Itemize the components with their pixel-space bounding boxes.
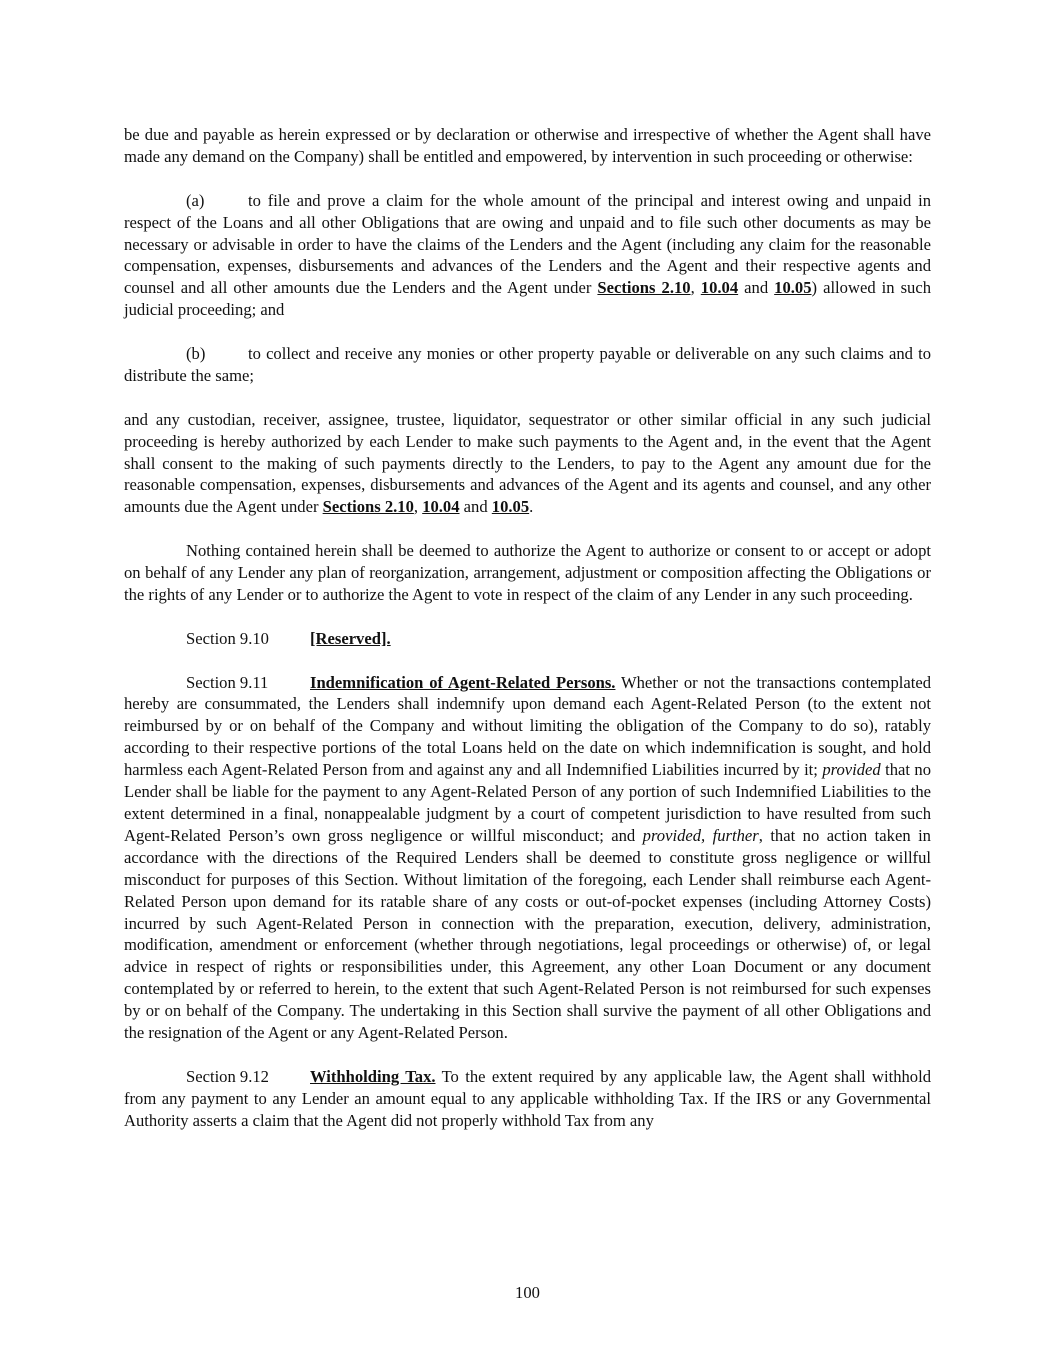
section-ref: 10.05	[774, 278, 812, 298]
separator-text: ,	[690, 278, 701, 298]
section-ref: 10.04	[700, 278, 739, 298]
clause-a-label: (a)	[186, 190, 205, 210]
section-heading: [Reserved].	[310, 628, 391, 648]
paragraph-text: and any custodian, receiver, assignee, trustee, liquidator, sequestrator or other similar official in any such judicial proceeding is hereby authorized by each Lender to make such payments to the Agent and, in the event that the Agent shall consent to the making of such payments directly to the Lenders, to pay to the Agent any amount due for the reasonable compensation, expenses, disbursements and advances of the Agent and its agents and counsel, and any other amounts due the Agent under	[124, 409, 931, 517]
separator-text: .	[529, 497, 534, 517]
separator-text: and	[738, 278, 775, 298]
clause-a-text: to file and prove a claim for the whole amount of the principal and interest owing and unpaid in respect of the Loans and all other Obligations that are owing and unpaid and to file such other documents as may be necessary or advisable in order to have the claims of the Lenders and the Agent (including any claim for the reasonable compensation, expenses, disbursements and advances of the Lenders and the Agent and their respective agents and counsel and all other amounts due the Lenders and the Agent under	[124, 190, 931, 298]
paragraph-custodian	[124, 409, 931, 519]
section-ref: Sections 2.10	[597, 278, 691, 298]
separator-text: and	[459, 497, 492, 517]
clause-a	[124, 190, 931, 321]
italic-term: provided, further	[642, 825, 759, 845]
section-9-10	[124, 628, 931, 650]
clause-b-text: to collect and receive any monies or other property payable or deliverable on any such claims and to distribute the same;	[124, 344, 931, 385]
section-heading: Indemnification of Agent-Related Persons.	[310, 672, 616, 692]
section-9-11	[124, 672, 931, 1044]
section-text: Whether or not the transactions contemplated hereby are consummated, the Lenders shall indemnify upon demand each Agent-Related Person (to the extent not reimbursed by or on behalf of the Company and without limiting the obligation of the Company to do so), ratably according to their respective portions of the total Loans held on the date on which indemnification is sought, and hold harmless each Agent-Related Person from and against any and all Indemnified Liabilities incurred by it;	[124, 672, 931, 780]
document-body	[124, 124, 931, 1132]
section-number: Section 9.11	[186, 672, 269, 692]
section-text: , that no action taken in accordance with the directions of the Required Lenders shall be deemed to constitute gross negligence or willful misconduct for purposes of this Section. Without limitation of the foregoing, each Lender shall reimburse each Agent-Related Person upon demand for its ratable share of any costs or out-of-pocket expenses (including Attorney Costs) incurred by such Agent-Related Person in connection with the preparation, execution, delivery, administration, modification, amendment or enforcement (whether through negotiations, legal proceedings or otherwise) of, or legal advice in respect of rights or responsibilities under, this Agreement, any other Loan Document or any document contemplated by or referred to herein, to the extent that such Agent-Related Person is not reimbursed for such expenses by or on behalf of the Company. The undertaking in this Section shall survive the payment of all other Obligations and the resignation of the Agent or any Agent-Related Person.	[124, 825, 931, 1043]
clause-b-label: (b)	[186, 344, 206, 364]
section-ref: 10.05	[491, 497, 530, 517]
clause-a-text-end: ) allowed in such judicial proceeding; and	[124, 278, 932, 320]
section-heading: Withholding Tax.	[310, 1066, 436, 1086]
section-text: To the extent required by any applicable law, the Agent shall withhold from any payment to any Lender an amount equal to any applicable withholding Tax. If the IRS or any Governmental Authority asserts a claim that the Agent did not properly withhold Tax from any	[124, 1066, 931, 1130]
page-number: 100	[515, 1283, 540, 1302]
paragraph-nothing-contained: Nothing contained herein shall be deemed to authorize the Agent to authorize or consent to or accept or adopt on behalf of any Lender any plan of reorganization, arrangement, adjustment or composition affecting the Obligations or the rights of any Lender or to authorize the Agent to vote in respect of the claim of any Lender in any such proceeding.	[124, 541, 931, 604]
section-number: Section 9.12	[186, 1066, 269, 1086]
separator-text: ,	[413, 497, 423, 517]
italic-term: provided	[822, 760, 881, 780]
section-text: that no Lender shall be liable for the payment to any Agent-Related Person of any portion of such Indemnified Liabilities to the extent determined in a final, nonappealable judgment by a court of competent jurisdiction to have resulted from such Agent-Related Person’s own gross negligence or willful misconduct; and	[124, 760, 931, 845]
section-ref: 10.04	[422, 497, 460, 517]
paragraph-intro: be due and payable as herein expressed or by declaration or otherwise and irrespective of whether the Agent shall have made any demand on the Company) shall be entitled and empowered, by intervention in such proceeding or otherwise:	[124, 125, 931, 166]
section-9-12	[124, 1066, 931, 1132]
section-ref: Sections 2.10	[322, 497, 414, 517]
clause-b	[124, 343, 931, 387]
section-number: Section 9.10	[186, 628, 269, 648]
